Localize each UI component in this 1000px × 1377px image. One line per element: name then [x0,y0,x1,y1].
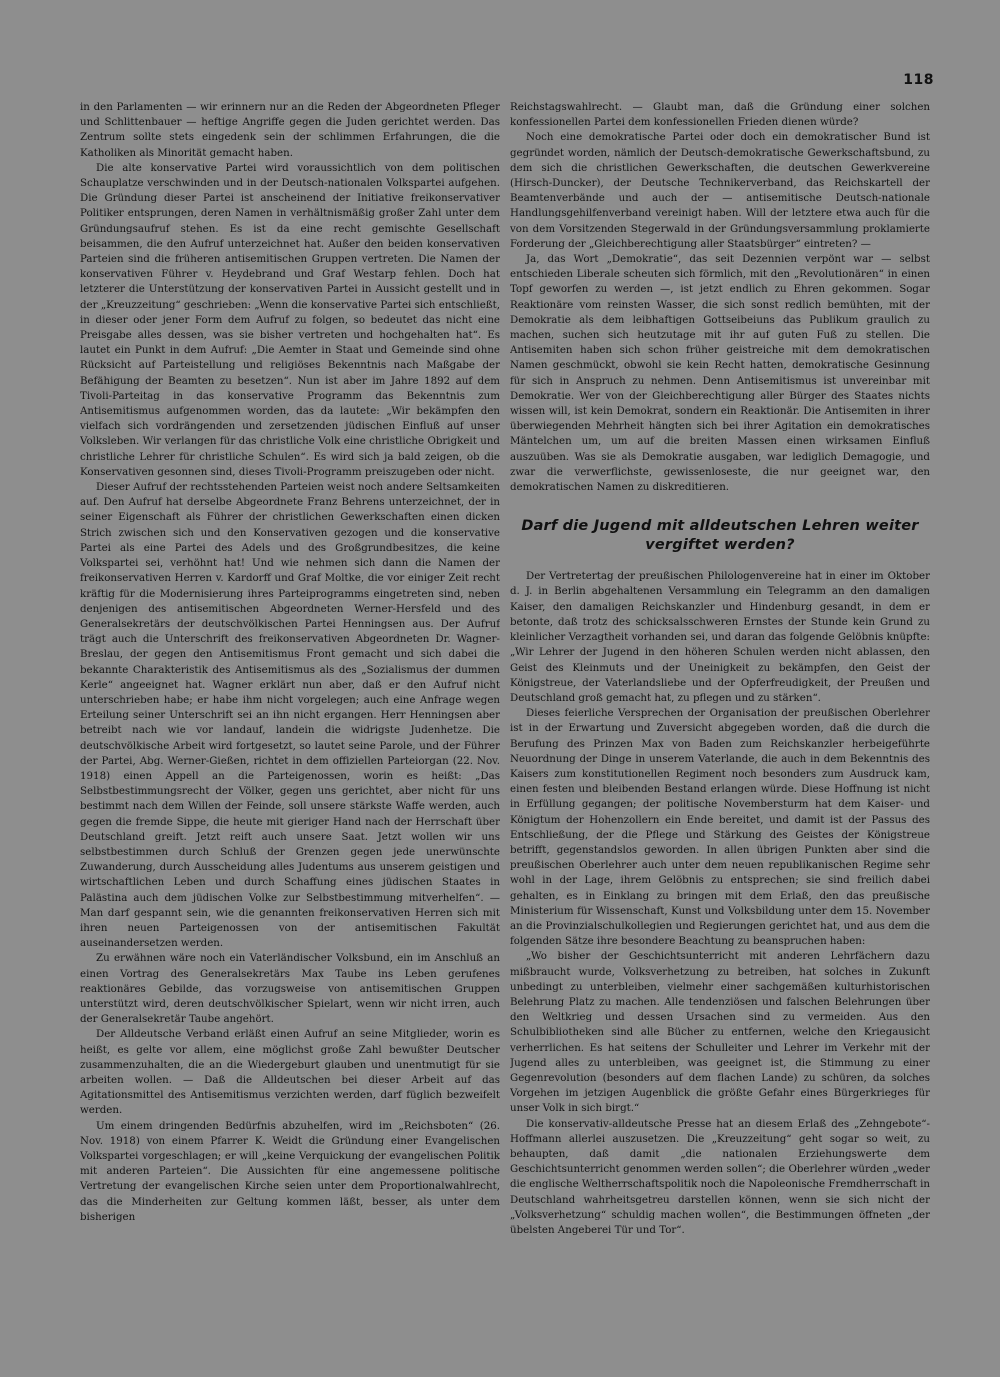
paragraph: Die alte konservative Partei wird voraussichtlich von dem politischen Schauplatze verschwinden und in der Deutsch-nationalen Volkspartei aufgehen. Die Gründung dieser Partei ist anscheinend der Initiative freikonservativer Politiker entsprungen, deren Namen in verhältnismäßig großer Zahl unter dem Gründungsaufruf stehen. Es ist da eine recht gemischte Gesellschaft beisammen, die den Aufruf unterzeichnet hat. Außer den beiden konservativen Parteien sind die früheren antisemitischen Gruppen vertreten. Die Namen der konservativen Führer v. Heydebrand und Graf Westarp fehlen. Doch hat letzterer die Unterstützung der konservativen Partei in Aussicht gestellt und in der „Kreuzzeitung“ geschrieben: „Wenn die konservative Partei sich entschließt, in dieser oder jener Form dem Aufruf zu folgen, so bedeutet das nicht eine Preisgabe alles dessen, was sie bisher vertreten und hochgehalten hat“. Es lautet ein Punkt in dem Aufruf: „Die Aemter in Staat und Gemeinde sind ohne Rücksicht auf Parteistellung und religiöses Bekenntnis nach Maßgabe der Befähigung der Beamten zu besetzen“. Nun ist aber im Jahre 1892 auf dem Tivoli-Parteitag in das konservative Programm das Bekenntnis zum Antisemitismus aufgenommen worden, das da lautete: „Wir bekämpfen den vielfach sich vordrängenden und zersetzenden jüdischen Einfluß auf unser Volksleben. Wir verlangen für das christliche Volk eine christliche Obrigkeit und christliche Lehrer für christliche Schulen“. Es wird sich ja bald zeigen, ob die Konservativen gesonnen sind, dieses Tivoli-Programm preiszugeben oder nicht. [80,161,500,478]
column-right [510,100,930,1315]
paragraph: Die konservativ-alldeutsche Presse hat an diesem Erlaß des „Zehngebote“-Hoffmann allerlei auszusetzen. Die „Kreuzzeitung“ geht sogar so weit, zu behaupten, daß damit „die nationalen Erziehungswerte dem Geschichtsunterricht genommen werden sollen“; die Oberlehrer würden „weder die englische Weltherrschaftspolitik noch die Napoleonische Fremdherrschaft in Deutschland wahrheitsgetreu darstellen können, wenn sie sich nicht der „Volksverhetzung“ schuldig machen wollen“, die Bestimmungen öffneten „der übelsten Angeberei Tür und Tor“. [510,1117,930,1237]
column-left [80,100,500,1315]
article-headline: Darf die Jugend mit alldeutschen Lehren weiter vergiftet werden? [521,518,919,554]
paragraph: Zu erwähnen wäre noch ein Vaterländischer Volksbund, ein im Anschluß an einen Vortrag des Generalsekretärs Max Taube ins Leben gerufenes reaktionäres Gebilde, das vorzugsweise von antisemitischen Gruppen unterstützt wird, deren deutschvölkischer Spielart, wenn wir nicht irren, auch der Generalsekretär Taube angehört. [80,952,500,1026]
paragraph: Der Vertretertag der preußischen Philologenvereine hat in einer im Oktober d. J. in Berlin abgehaltenen Versammlung ein Telegramm an den damaligen Kaiser, den damaligen Reichskanzler und Hindenburg gesandt, in dem er betonte, daß trotz des schicksalsschweren Ernstes der Stunde kein Grund zu kleinlicher Verzagtheit vorhanden sei, und daran das folgende Gelöbnis knüpfte: „Wir Lehrer der Jugend in den höheren Schulen werden nicht ablassen, den Geist des Kleinmuts und der Uneinigkeit zu bekämpfen, den Geist der Königstreue, der Vaterlandsliebe und der Opferfreudigkeit, der Preußen und Deutschland groß gemacht hat, zu pflegen und zu stärken“. [510,570,930,704]
paragraph: Noch eine demokratische Partei oder doch ein demokratischer Bund ist gegründet worden, nämlich der Deutsch-demokratische Gewerkschaftsbund, zu dem sich die christlichen Gewerkschaften, die deutschen Gewerkvereine (Hirsch-Duncker), der Deutsche Technikerverband, das Reichskartell der Beamtenverbände und auch der — antisemitische Deutsch-nationale Handlungsgehilfenverband vereinigt haben. Will der letztere etwa auch für die von dem Vorsitzenden Stegerwald in der Gründungsversammlung proklamierte Forderung der „Gleichberechtigung aller Staatsbürger“ eintreten? — [510,131,930,250]
paragraph: Reichstagswahlrecht. — Glaubt man, daß die Gründung einer solchen konfessionellen Partei dem konfessionellen Frieden dienen würde? [510,101,930,129]
paragraph: Ja, das Wort „Demokratie“, das seit Dezennien verpönt war — selbst entschieden Liberale scheuten sich förmlich, mit den „Revolutionären“ in einen Topf geworfen zu werden —, ist jetzt endlich zu Ehren gekommen. Sogar Reaktionäre vom reinsten Wasser, die sich sonst redlich bemühten, mit der Demokratie als dem leibhaftigen Gottseibeiuns das Publikum graulich zu machen, suchen sich heutzutage mit ihr auf guten Fuß zu stellen. Die Antisemiten haben sich schon früher geistreiche mit dem demokratischen Namen geschmückt, obwohl sie kein Recht hatten, demokratische Gesinnung für sich in Anspruch zu nehmen. Denn Antisemitismus ist unvereinbar mit Demokratie. Wer von der Gleichberechtigung aller Bürger des Staates nichts wissen will, ist kein Demokrat, sondern ein Reaktionär. Die Antisemiten in ihrer überwiegenden Mehrheit hängten sich bei ihrer Agitation ein demokratisches Mäntelchen um, um auf die breiten Massen einen wirksamen Einfluß auszuüben. Was sie als Demokratie ausgaben, war lediglich Demagogie, und zwar die verwerflichste, gewissenloseste, die nur geeignet war, den demokratischen Namen zu diskreditieren. [510,253,930,494]
paragraph: „Wo bisher der Geschichtsunterricht mit anderen Lehrfächern dazu mißbraucht wurde, Volksverhetzung zu betreiben, hat solches in Zukunft unbedingt zu unterbleiben, vielmehr einer sachgemäßen kulturhistorischen Belehrung Platz zu machen. Alle tendenziösen und falschen Belehrungen über den Weltkrieg und dessen Ursachen sind zu vermeiden. Aus den Schulbibliotheken sind alle Bücher zu entfernen, welche den Kriegausicht verherrlichen. Es hat seitens der Schulleiter und Lehrer im Verkehr mit der Jugend alles zu unterbleiben, was geeignet ist, die Stimmung zu einer Gegenrevolution (besonders auf dem flachen Lande) zu schüren, da solches Vorgehen im jetzigen Augenblick die größte Gefahr eines Bürgerkrieges für unser Volk in sich birgt.“ [510,950,930,1115]
paragraph: in den Parlamenten — wir erinnern nur an die Reden der Abgeordneten Pfleger und Schlittenbauer — heftige Angriffe gegen die Juden gerichtet werden. Das Zentrum sollte stets eingedenk sein der schlimmen Erfahrungen, die die Katholiken als Minorität gemacht haben. [80,101,500,159]
paragraph: Dieser Aufruf der rechtsstehenden Parteien weist noch andere Seltsamkeiten auf. Den Aufruf hat derselbe Abgeordnete Franz Behrens unterzeichnet, der in seiner Eigenschaft als Führer der christlichen Gewerkschaften einen dicken Strich zwischen sich und den Konservativen gezogen und die konservative Partei als eine Partei des Adels und des Großgrundbesitzes, die keine Volkspartei sei, verhöhnt hat! Und wie nehmen sich dann die Namen der freikonservativen Herren v. Kardorff und Graf Moltke, die vor einiger Zeit recht kräftig für die Modernisierung ihres Parteiprogramms eingetreten sind, neben denjenigen des antisemitischen Abgeordneten Werner-Hersfeld und des Generalsekretärs der deutschvölkischen Partei Henningsen aus. Der Aufruf trägt auch die Unterschrift des freikonservativen Abgeordneten Dr. Wagner-Breslau, der gegen den Antisemitismus Front gemacht und sich dabei die bekannte Charakteristik des Antisemitismus als des „Sozialismus der dummen Kerle“ angeeignet hat. Wagner erklärt nun aber, daß er den Aufruf nicht unterschrieben habe; er habe ihm nicht vorgelegen; auch eine Anfrage wegen Erteilung seiner Unterschrift sei an ihn nicht ergangen. Herr Henningsen aber betreibt nach wie vor landauf, landein die widrigste Judenhetze. Die deutschvölkische Arbeit wird fortgesetzt, so lautet seine Parole, und der Führer der Partei, Abg. Werner-Gießen, richtet in dem offiziellen Parteiorgan (22. Nov. 1918) einen Appell an die Parteigenossen, worin es heißt: „Das Selbstbestimmungsrecht der Völker, gegen uns gerichtet, aber nicht für uns bestimmt nach dem Willen der Feinde, soll unsere stärkste Waffe werden, auch gegen die fremde Sippe, die heute mit gieriger Hand nach der Herrschaft über Deutschland greift. Jetzt reift auch unsere Saat. Jetzt wollen wir uns selbstbestimmen durch Schluß der Grenzen gegen jede unerwünschte Zuwanderung, durch Ausscheidung alles Judentums aus unserem geistigen und wirtschaftlichen Leben und durch Schaffung eines jüdischen Staates in Palästina auch dem jüdischen Volke zur Selbstbestimmung mitverhelfen“. — Man darf gespannt sein, wie die genannten freikonservativen Herren sich mit ihren neuen Parteigenossen von der antisemitischen Fakultät auseinandersetzen werden. [80,481,500,950]
paragraph: Der Alldeutsche Verband erläßt einen Aufruf an seine Mitglieder, worin es heißt, es gelte vor allem, eine möglichst große Zahl bewußter Deutscher zusammenzuhalten, die an die Wiedergeburt glauben und unentmutigt für sie arbeiten wollen. — Daß die Alldeutschen bei dieser Arbeit auf das Agitationsmittel des Antisemitismus verzichten werden, darf füglich bezweifelt werden. [80,1028,500,1117]
paragraph: Um einem dringenden Bedürfnis abzuhelfen, wird im „Reichsboten“ (26. Nov. 1918) von einem Pfarrer K. Weidt die Gründung einer Evangelischen Volkspartei vorgeschlagen; er will „keine Verquickung der evangelischen Politik mit anderen Parteien“. Die Aussichten für eine angemessene politische Vertretung der evangelischen Kirche seien unter dem Proportionalwahlrecht, das die Minderheiten zur Geltung kommen läßt, besser, als unter dem bisherigen [80,1119,500,1223]
paragraph: Dieses feierliche Versprechen der Organisation der preußischen Oberlehrer ist in der Erwartung und Zuversicht abgegeben worden, daß die durch die Berufung des Prinzen Max von Baden zum Reichskanzler herbeigeführte Neuordnung der Dinge in unserem Vaterlande, die auch in dem Bekenntnis des Kaisers zum konstitutionellen Regiment noch besonders zum Ausdruck kam, einen festen und bleibenden Bestand erlangen würde. Diese Hoffnung ist nicht in Erfüllung gegangen; der politische Novembersturm hat dem Kaiser- und Königtum der Hohenzollern ein Ende bereitet, und damit ist der Passus des Entschließung, der die Pflege und Stärkung des Geistes der Königstreue betrifft, gegenstandslos geworden. In allen übrigen Punkten aber sind die preußischen Oberlehrer auch unter dem neuen republikanischen Regime sehr wohl in der Lage, ihrem Gelöbnis zu entsprechen; sie sind freilich dabei gehalten, es in Einklang zu bringen mit dem Erlaß, den das preußische Ministerium für Wissenschaft, Kunst und Volksbildung unter dem 15. November an die Provinzialschulkollegien und Regierungen gerichtet hat, und aus dem die folgenden Sätze ihre besondere Beachtung zu beanspruchen haben: [510,707,930,948]
page-number: 118 [903,72,934,88]
